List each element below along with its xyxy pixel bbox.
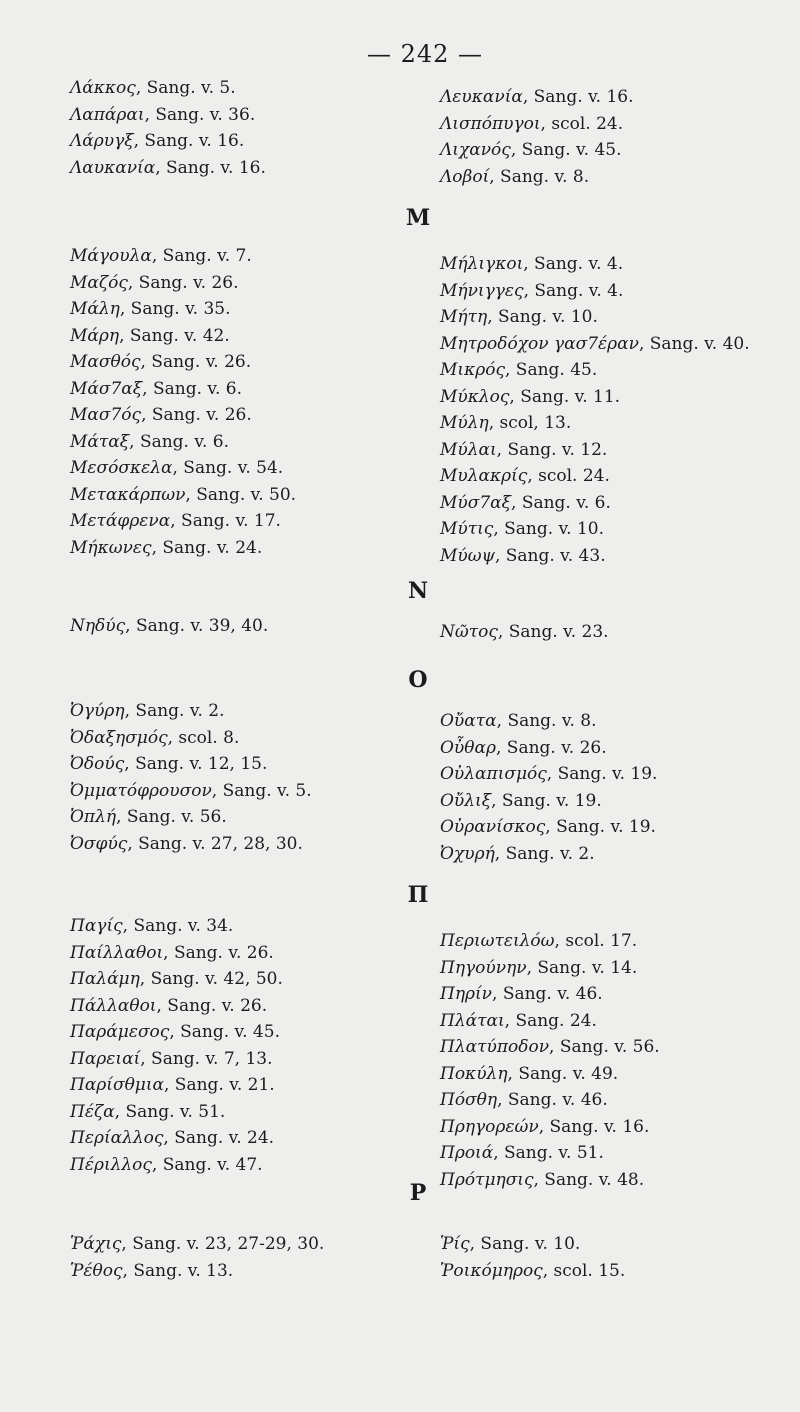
- index-entry: [440, 983, 603, 1005]
- index-entry: [70, 77, 236, 99]
- index-entry: [70, 615, 268, 637]
- entry-reference: , Sang. v. 19.: [545, 817, 656, 837]
- entry-headword: Παράμεσος: [70, 1022, 170, 1042]
- index-entry: [70, 1154, 263, 1176]
- entry-reference: , Sang. v. 45.: [510, 140, 622, 160]
- index-entry: [440, 465, 610, 487]
- entry-reference: , Sang. v. 24.: [151, 537, 263, 558]
- entry-reference: , Sang. v. 48.: [533, 1169, 645, 1190]
- index-entry: [70, 1074, 275, 1096]
- entry-reference: , Sang. v. 49.: [507, 1063, 619, 1084]
- entry-reference: , Sang. v. 42.: [119, 325, 230, 346]
- index-entry: [70, 915, 233, 937]
- entry-reference: , Sang. v. 13.: [122, 1260, 234, 1281]
- entry-reference: , scol. 24.: [527, 466, 610, 486]
- entry-headword: Λαπάραι: [70, 104, 145, 125]
- index-entry: [440, 1169, 644, 1191]
- entry-headword: Μήλιγκοι: [440, 254, 524, 274]
- entry-reference: , Sang. v. 27, 28, 30.: [127, 833, 303, 854]
- entry-reference: , Sang. v. 26.: [141, 405, 252, 425]
- index-entry: [440, 1233, 580, 1255]
- entry-headword: Ὀγύρη: [70, 701, 125, 721]
- entry-reference: , scol. 17.: [554, 931, 638, 951]
- entry-reference: , scol. 8.: [167, 727, 240, 748]
- index-entry: [70, 1021, 280, 1043]
- entry-headword: Πηγούνην: [440, 957, 527, 978]
- entry-headword: Προιά: [440, 1143, 494, 1163]
- entry-headword: Λαυκανία: [70, 157, 156, 178]
- entry-headword: Μάσ7αξ: [70, 378, 143, 399]
- entry-headword: Παλάμη: [70, 969, 140, 989]
- index-entry: [70, 942, 274, 964]
- entry-reference: , Sang. v. 23.: [497, 622, 609, 642]
- entry-headword: Μυλακρίς: [440, 466, 528, 486]
- entry-headword: Μετακάρπων: [70, 484, 186, 505]
- entry-headword: Ὀπλή: [70, 807, 117, 827]
- entry-headword: Παρειαί: [70, 1048, 141, 1069]
- index-entry: [440, 621, 609, 643]
- entry-reference: , Sang. v. 12.: [496, 439, 608, 460]
- entry-headword: Μεσόσκελα: [70, 458, 173, 478]
- entry-reference: , Sang. v. 4.: [523, 280, 624, 301]
- entry-headword: Ὀδούς: [70, 754, 125, 774]
- entry-reference: , Sang. v. 47.: [151, 1154, 263, 1175]
- entry-headword: Πέριλλος: [70, 1154, 152, 1175]
- entry-headword: Ὀδαξησμός: [70, 727, 168, 748]
- entry-headword: Μάρη: [70, 325, 120, 346]
- index-entry: [440, 545, 606, 567]
- entry-headword: Μετάφρενα: [70, 511, 171, 531]
- entry-reference: , Sang. 24.: [504, 1010, 597, 1031]
- entry-reference: , Sang. v. 16.: [538, 1116, 650, 1137]
- index-entry: [440, 957, 637, 979]
- entry-reference: , Sang. v. 56.: [116, 807, 227, 827]
- index-entry: [70, 325, 230, 347]
- entry-reference: , Sang. v. 39, 40.: [125, 616, 269, 636]
- entry-reference: , Sang. v. 8.: [496, 711, 597, 731]
- entry-headword: Πλάται: [440, 1010, 505, 1031]
- index-entry: [70, 1260, 233, 1282]
- index-entry: [70, 753, 267, 775]
- index-entry: [70, 378, 242, 400]
- entry-headword: Μάταξ: [70, 431, 130, 452]
- entry-headword: Λάκκος: [70, 78, 136, 98]
- section-letter: N: [407, 578, 429, 604]
- index-entry: [440, 280, 623, 302]
- entry-reference: , Sang. v. 26.: [140, 352, 252, 372]
- index-entry: [70, 1048, 273, 1070]
- entry-reference: , Sang. v. 26.: [495, 737, 607, 758]
- entry-headword: Μύκλος: [440, 386, 510, 407]
- entry-reference: , Sang. v. 10.: [493, 519, 605, 539]
- entry-reference: , Sang. v. 16.: [133, 131, 245, 151]
- entry-headword: Οὖθαρ: [440, 737, 496, 758]
- entry-reference: , Sang. v. 26.: [127, 272, 239, 293]
- entry-headword: Οὔατα: [440, 711, 497, 731]
- index-entry: [440, 1116, 649, 1138]
- entry-headword: Μήνιγγες: [440, 280, 524, 301]
- entry-headword: Περιωτειλόω: [440, 931, 555, 951]
- index-entry: [440, 333, 750, 355]
- entry-headword: Ποκύλη: [440, 1063, 508, 1084]
- entry-headword: Πέζα: [70, 1101, 115, 1122]
- entry-headword: Λισπόπυγοι: [440, 113, 541, 134]
- index-entry: [70, 272, 239, 294]
- index-entry: [70, 700, 224, 722]
- index-entry: [440, 86, 634, 108]
- entry-reference: , Sang. v. 16.: [522, 87, 634, 107]
- entry-reference: , Sang. v. 26.: [163, 942, 274, 963]
- entry-headword: Πρηγορεών: [440, 1116, 539, 1137]
- entry-reference: , Sang. v. 46.: [497, 1090, 608, 1110]
- index-entry: [70, 245, 252, 267]
- index-entry: [70, 537, 262, 559]
- index-entry: [70, 484, 296, 506]
- index-entry: [440, 139, 622, 161]
- entry-reference: , Sang. v. 40.: [638, 333, 750, 354]
- entry-headword: Οὐρανίσκος: [440, 817, 546, 837]
- entry-headword: Περίαλλος: [70, 1128, 164, 1148]
- index-entry: [440, 1036, 660, 1058]
- entry-reference: , Sang. v. 8.: [489, 166, 590, 187]
- index-entry: [70, 1127, 274, 1149]
- entry-headword: Ῥέθος: [70, 1260, 123, 1281]
- page-number: — 242 —: [366, 40, 484, 68]
- entry-reference: , Sang. v. 7.: [151, 246, 252, 266]
- entry-headword: Ῥάχις: [70, 1234, 122, 1254]
- entry-headword: Μύλαι: [440, 439, 497, 460]
- entry-reference: , Sang. v. 14.: [526, 957, 638, 978]
- index-entry: [440, 518, 604, 540]
- entry-headword: Μητροδόχον γασ7έραν: [440, 333, 639, 354]
- index-entry: [440, 843, 595, 865]
- index-entry: [70, 806, 227, 828]
- entry-headword: Ὀχυρή: [440, 843, 495, 864]
- index-entry: [440, 359, 597, 381]
- section-letter: O: [408, 667, 428, 693]
- entry-headword: Παρίσθμια: [70, 1075, 164, 1095]
- entry-reference: , Sang. v. 2.: [124, 701, 225, 721]
- entry-headword: Μύτις: [440, 519, 494, 539]
- entry-reference: , scol. 15.: [542, 1260, 626, 1281]
- entry-reference: , Sang. v. 42, 50.: [139, 969, 283, 989]
- entry-headword: Οὔλιξ: [440, 790, 492, 811]
- entry-headword: Πηρίν: [440, 984, 493, 1004]
- index-entry: [440, 1260, 625, 1282]
- index-entry: [440, 737, 607, 759]
- entry-reference: , Sang. v. 2.: [494, 843, 595, 864]
- entry-reference: , Sang. v. 26.: [156, 995, 268, 1016]
- index-entry: [440, 386, 620, 408]
- index-entry: [440, 930, 637, 952]
- entry-reference: , Sang. v. 34.: [122, 916, 234, 936]
- entry-reference: , Sang. v. 16.: [155, 157, 266, 178]
- entry-headword: Πλατύποδον: [440, 1037, 550, 1057]
- entry-headword: Μάγουλα: [70, 246, 152, 266]
- index-entry: [440, 763, 657, 785]
- entry-reference: , Sang. 45.: [504, 360, 598, 380]
- index-entry: [440, 492, 611, 514]
- index-entry: [440, 1089, 608, 1111]
- entry-reference: , Sang. v. 45.: [169, 1022, 280, 1042]
- entry-reference: , Sang. v. 19.: [546, 764, 658, 784]
- entry-headword: Μασθός: [70, 352, 141, 372]
- entry-headword: Μύλη: [440, 413, 489, 433]
- entry-headword: Μικρός: [440, 360, 505, 380]
- index-entry: [440, 306, 598, 328]
- index-entry: [70, 968, 283, 990]
- entry-headword: Πρότμησις: [440, 1169, 534, 1190]
- entry-headword: Λάρυγξ: [70, 131, 134, 151]
- index-entry: [70, 130, 244, 152]
- index-entry: [70, 727, 239, 749]
- entry-headword: Μάλη: [70, 299, 120, 319]
- index-entry: [440, 253, 623, 275]
- entry-headword: Μασ7ός: [70, 405, 142, 425]
- entry-reference: , Sang. v. 17.: [170, 511, 281, 531]
- entry-reference: , Sang. v. 54.: [172, 458, 284, 478]
- entry-reference: , Sang. v. 11.: [509, 386, 621, 407]
- entry-headword: Λευκανία: [440, 87, 523, 107]
- index-entry: [70, 431, 229, 453]
- entry-headword: Ῥοικόμηρος: [440, 1260, 543, 1281]
- index-entry: [440, 113, 623, 135]
- entry-headword: Παγίς: [70, 916, 123, 936]
- index-entry: [70, 780, 312, 802]
- entry-headword: Λοβοί: [440, 166, 490, 187]
- index-entry: [440, 790, 602, 812]
- index-entry: [70, 157, 266, 179]
- index-entry: [70, 298, 231, 320]
- entry-reference: , Sang. v. 36.: [144, 104, 256, 125]
- index-entry: [440, 166, 589, 188]
- entry-headword: Οὐλαπισμός: [440, 764, 547, 784]
- entry-headword: Ὀσφύς: [70, 833, 128, 854]
- entry-headword: Μήτη: [440, 307, 488, 327]
- entry-reference: , Sang. v. 51.: [114, 1101, 226, 1122]
- index-entry: [440, 1063, 618, 1085]
- index-entry: [70, 104, 255, 126]
- section-letter: M: [405, 205, 431, 231]
- entry-headword: Ῥίς: [440, 1234, 470, 1254]
- index-entry: [70, 1233, 324, 1255]
- entry-reference: , Sang. v. 5.: [211, 780, 312, 801]
- entry-reference: , Sang. v. 21.: [164, 1075, 275, 1095]
- index-entry: [440, 1010, 597, 1032]
- entry-headword: Μύωψ: [440, 545, 495, 566]
- entry-reference: , scol, 13.: [488, 413, 572, 433]
- index-entry: [440, 412, 571, 434]
- entry-reference: , Sang. v. 46.: [492, 984, 603, 1004]
- entry-reference: , Sang. v. 35.: [119, 299, 231, 319]
- index-entry: [440, 1142, 604, 1164]
- entry-headword: Μήκωνες: [70, 537, 152, 558]
- entry-reference: , Sang. v. 4.: [523, 254, 624, 274]
- entry-reference: , Sang. v. 12, 15.: [124, 754, 268, 774]
- index-entry: [70, 833, 303, 855]
- index-entry: [440, 710, 596, 732]
- entry-headword: Πάλλαθοι: [70, 995, 157, 1016]
- index-entry: [70, 510, 281, 532]
- entry-headword: Μαζός: [70, 272, 128, 293]
- entry-reference: , Sang. v. 5.: [135, 78, 236, 98]
- entry-headword: Νηδύς: [70, 616, 126, 636]
- index-entry: [440, 439, 607, 461]
- section-letter: Π: [407, 882, 429, 908]
- index-entry: [440, 816, 656, 838]
- entry-reference: , Sang. v. 23, 27-29, 30.: [121, 1234, 325, 1254]
- entry-headword: Μύσ7αξ: [440, 492, 512, 513]
- entry-reference: , scol. 24.: [540, 113, 624, 134]
- entry-headword: Λιχανός: [440, 140, 511, 160]
- index-entry: [70, 404, 252, 426]
- index-entry: [70, 457, 283, 479]
- section-letter: P: [409, 1180, 427, 1206]
- entry-reference: , Sang. v. 51.: [493, 1143, 604, 1163]
- entry-reference: , Sang. v. 6.: [129, 431, 229, 452]
- entry-reference: , Sang. v. 43.: [494, 545, 606, 566]
- entry-reference: , Sang. v. 24.: [163, 1128, 275, 1148]
- index-entry: [70, 995, 267, 1017]
- entry-reference: , Sang. v. 6.: [142, 378, 242, 399]
- entry-headword: Παίλλαθοι: [70, 942, 164, 963]
- entry-reference: , Sang. v. 50.: [185, 484, 297, 505]
- index-entry: [70, 351, 251, 373]
- entry-reference: , Sang. v. 6.: [511, 492, 611, 513]
- entry-reference: , Sang. v. 19.: [491, 790, 602, 811]
- index-entry: [70, 1101, 225, 1123]
- entry-reference: , Sang. v. 10.: [469, 1234, 581, 1254]
- entry-reference: , Sang. v. 56.: [549, 1037, 660, 1057]
- entry-reference: , Sang. v. 7, 13.: [140, 1048, 273, 1069]
- entry-headword: Νῶτος: [440, 622, 498, 642]
- entry-headword: Ὀμματόφρουσον: [70, 780, 212, 801]
- entry-reference: , Sang. v. 10.: [487, 307, 598, 327]
- entry-headword: Πόσθη: [440, 1090, 498, 1110]
